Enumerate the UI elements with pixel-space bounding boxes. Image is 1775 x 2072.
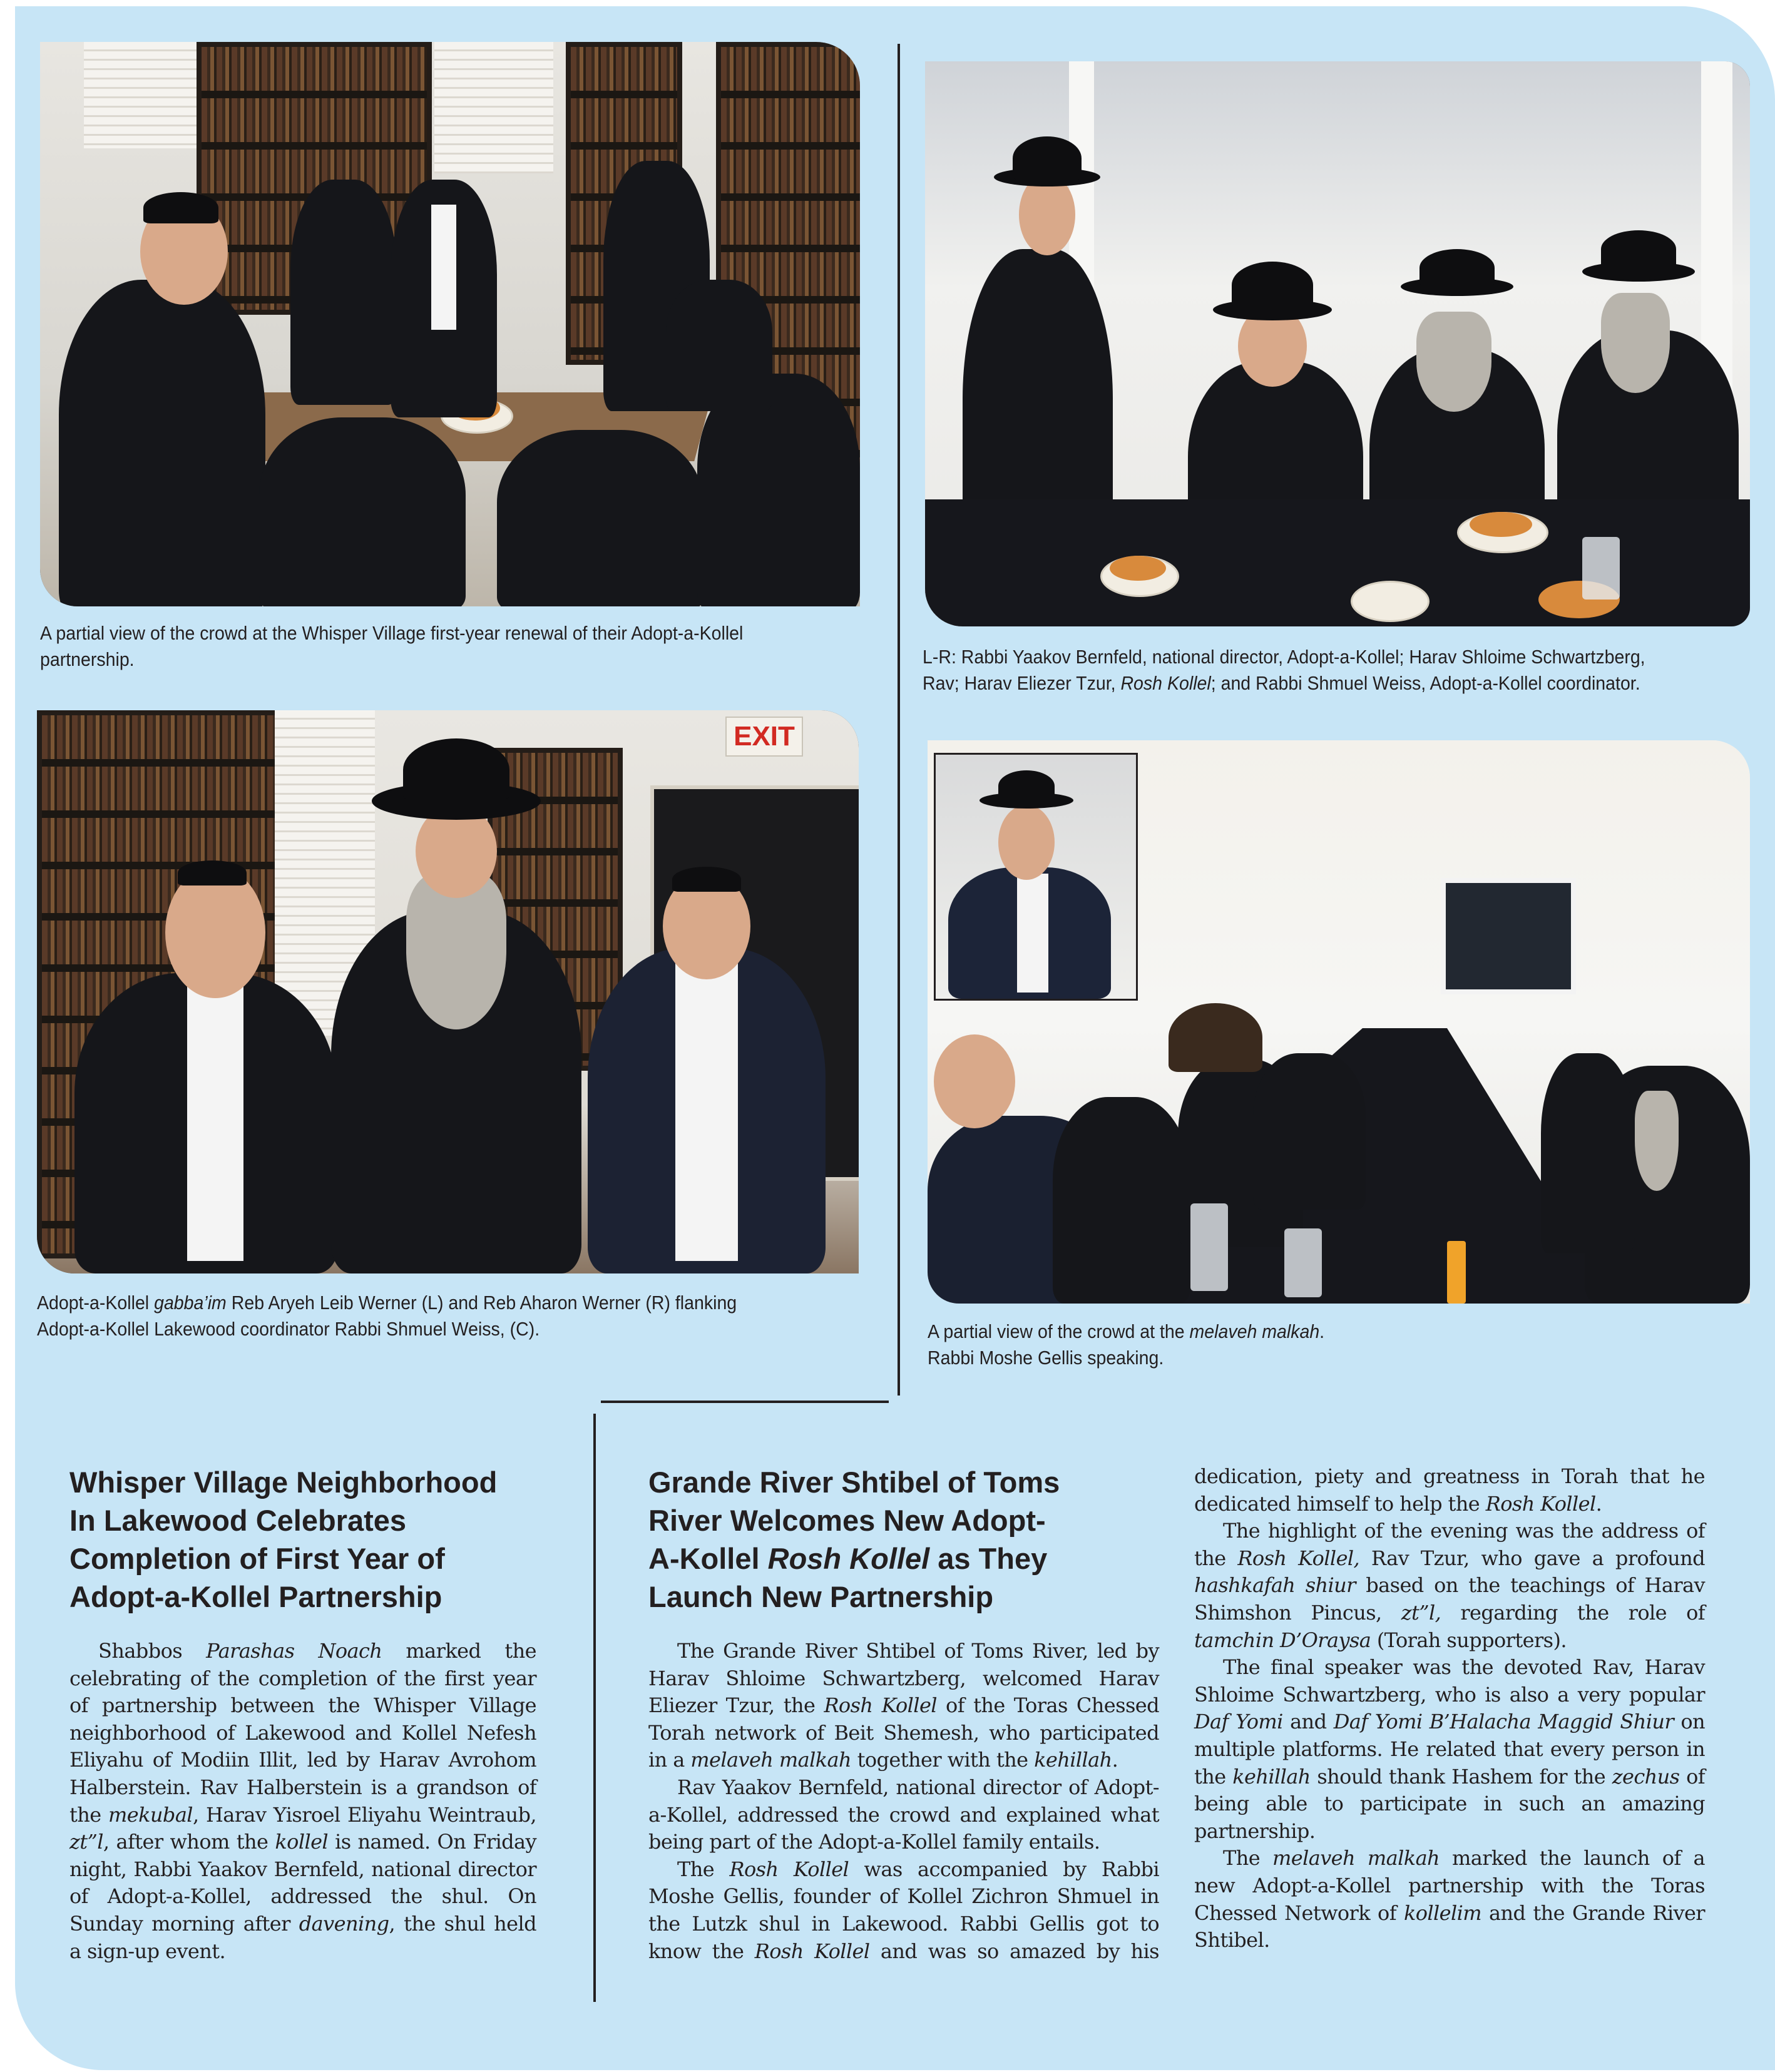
text-run: regarding the role of <box>1441 1600 1705 1625</box>
text-run: . <box>1112 1748 1118 1772</box>
italic-term: Rosh Kollel <box>754 1939 870 1963</box>
italic-term: zt”l <box>69 1830 103 1854</box>
food-item <box>1110 556 1166 581</box>
beard <box>1601 293 1670 393</box>
text-run: and was so amazed by his dedication, piety and greatness in Torah that he dedicated himself to help the <box>869 1464 1705 1963</box>
text-run: Rav Tzur, who gave a profound <box>1359 1546 1705 1570</box>
italic-term: davening <box>299 1911 389 1936</box>
person-silhouette <box>1253 1053 1366 1210</box>
text-run: Rav Yaakov Bernfeld, national director of Adopt-a-Kollel, addressed the crowd and explained what being part of the Adopt-a-Kollel family entails. <box>648 1775 1159 1854</box>
shirt <box>675 961 738 1261</box>
italic-term: Daf Yomi B’Halacha Maggid Shiur <box>1333 1710 1674 1734</box>
window-blinds <box>84 42 209 148</box>
text-run: together with the <box>851 1748 1035 1772</box>
person-silhouette <box>59 280 265 606</box>
italic-term: kehillah <box>1034 1748 1112 1772</box>
juice-bottle <box>1447 1241 1466 1304</box>
caption-photo-4: A partial view of the crowd at the melaveh malkah. Rabbi Moshe Gellis speaking. <box>928 1320 1325 1369</box>
person-silhouette <box>666 280 772 411</box>
text-run: should thank Hashem for the <box>1310 1764 1612 1789</box>
article-paragraph <box>648 1774 1159 1856</box>
photo-melaveh-malkah-table <box>928 740 1750 1304</box>
caption-photo-3: Adopt-a-Kollel gabba’im Reb Aryeh Leib Werner (L) and Reb Aharon Werner (R) flanking Adopt-a-Kollel Lakewood coordinator Rabbi Shmuel Weiss, (C). <box>37 1292 737 1340</box>
text-run: marked the launch of a new Adopt-a-Kollel partnership with the Toras Chessed Network of <box>1194 1846 1705 1925</box>
section-divider <box>601 1401 889 1403</box>
person-silhouette <box>1053 1097 1190 1304</box>
article-paragraph <box>69 1638 536 1965</box>
shirt <box>187 986 243 1261</box>
italic-term: mekubal <box>108 1802 193 1827</box>
text-run: . <box>1595 1491 1602 1516</box>
glass <box>1190 1203 1228 1291</box>
person-silhouette <box>290 180 397 405</box>
shirt <box>431 205 456 330</box>
article-1-body <box>69 1638 536 1965</box>
italic-term: kollel <box>275 1830 329 1854</box>
column-divider-top <box>898 44 900 1396</box>
italic-term: tamchin D’Oraysa <box>1194 1628 1371 1652</box>
italic-term: Rosh Kollel, <box>1237 1546 1360 1570</box>
text-run: Shabbos <box>98 1639 207 1663</box>
hat <box>1013 136 1082 180</box>
hat <box>1419 249 1495 287</box>
text-run: The <box>1223 1846 1272 1870</box>
hat <box>403 738 509 801</box>
caption-photo-1: A partial view of the crowd at the Whisper Village first-year renewal of their Adopt-a-Kollel partnership. <box>40 622 744 670</box>
article-2-body <box>648 1463 1705 2008</box>
article-1-headline: Whisper Village Neighborhood In Lakewood Celebrates Completion of First Year of Adopt-a-Kollel Partnership <box>69 1466 498 1613</box>
text-run: of the Toras Chessed Torah network of Beit Shemesh, who participated in a <box>648 1693 1159 1772</box>
text-run: The final speaker was the devoted Rav, Harav Shloime Schwartzberg, who is also a very popular <box>1194 1655 1705 1707</box>
italic-term: melaveh malkah <box>690 1748 852 1772</box>
person-silhouette <box>259 417 466 606</box>
italic-term: Rosh Kollel <box>1485 1491 1596 1516</box>
beard <box>1416 312 1491 412</box>
text-run: , after whom the <box>103 1830 275 1854</box>
window-blinds <box>434 42 553 173</box>
speaker-head <box>998 805 1055 880</box>
text-run: and <box>1282 1710 1334 1734</box>
article-paragraph <box>1194 1845 1705 1954</box>
caption-photo-2: L-R: Rabbi Yaakov Bernfeld, national director, Adopt-a-Kollel; Harav Shloime Schwartzberg, Rav; Harav Eliezer Tzur, Rosh Kollel; and Rabbi Shmuel Weiss, Adopt-a-Kollel coordinator. <box>923 646 1645 694</box>
article-2-headline: Grande River Shtibel of Toms River Welcomes New Adopt- A-Kollel Rosh Kollel as They Launch New Partnership <box>648 1466 1060 1613</box>
shirt <box>1017 874 1048 993</box>
italic-term: zt”l, <box>1401 1600 1441 1625</box>
text-run: The Grande River Shtibel of Toms River, led by Harav Shloime Schwartzberg, welcomed Harav Eliezer Tzur, the <box>648 1639 1159 1718</box>
text-run: , Harav Yisroel Eliyahu Weintraub, <box>192 1802 536 1827</box>
hat <box>1232 262 1313 309</box>
italic-term: melaveh malkah <box>1272 1846 1440 1870</box>
person-left-head <box>165 867 265 998</box>
text-run: (Torah supporters). <box>1371 1628 1567 1652</box>
italic-term: hashkafah shiur <box>1194 1573 1356 1598</box>
italic-term: zechus <box>1612 1764 1680 1789</box>
photo-head-table-speaker <box>925 61 1750 626</box>
exit-sign: EXIT <box>725 717 803 757</box>
italic-term: kehillah <box>1232 1764 1311 1789</box>
text-run: of being able to participate in such an amazing partnership. <box>1194 1764 1705 1843</box>
kippah <box>143 192 218 223</box>
inset-photo-speaker <box>934 753 1138 1001</box>
kippah <box>672 867 741 892</box>
column-divider-bottom <box>593 1414 596 2002</box>
text-run: , the shul held a sign-up event. <box>69 1911 536 1963</box>
photo-three-men-posing <box>37 710 859 1273</box>
text-run: and the Grande River Shtibel. <box>1194 1901 1705 1952</box>
shtreimel <box>1169 1003 1262 1072</box>
italic-term: Rosh Kollel <box>824 1693 937 1718</box>
glass <box>1582 537 1620 600</box>
food-plate <box>1351 581 1430 622</box>
italic-term: kollelim <box>1403 1901 1482 1925</box>
text-run: on multiple platforms. He related that every person in the <box>1194 1710 1706 1789</box>
person-head <box>934 1034 1015 1128</box>
text-run: was accompanied by Rabbi Moshe Gellis, founder of Kollel Zichron Shmuel in the Lutzk shul in Lakewood. Rabbi Gellis got to know the <box>648 1857 1159 1963</box>
italic-term: Rosh Kollel <box>729 1857 849 1881</box>
photo-library-crowd <box>40 42 860 606</box>
headline-spacer <box>648 1463 1159 1638</box>
head-table <box>925 499 1750 626</box>
person-silhouette <box>1541 1053 1635 1253</box>
text-run: is named. On Friday night, Rabbi Yaakov Bernfeld, national director of Adopt-a-Kollel, addressed the shul. On Sunday morning after <box>69 1830 536 1936</box>
text-run: marked the celebrating of the completion of the first year of partnership between the Whisper Village neighborhood of Lakewood and Kollel Nefesh Eliyahu of Modiin Illit, led by Harav Avrohom Halberstein. Rav Halberstein is a grandson of the <box>69 1639 536 1827</box>
article-paragraph <box>648 1638 1159 1774</box>
glass <box>1284 1228 1322 1297</box>
person-silhouette <box>497 430 703 606</box>
italic-term: Parashas Noach <box>206 1639 382 1663</box>
text-run: The highlight of the evening was the address of the <box>1194 1519 1705 1570</box>
beard <box>1635 1091 1679 1191</box>
hat <box>1601 230 1676 268</box>
text-run: The <box>677 1857 730 1881</box>
food-item <box>1470 512 1532 537</box>
article-paragraph <box>1194 1518 1705 1654</box>
kippah <box>178 860 247 885</box>
text-run: based on the teachings of Harav Shimshon Pincus, <box>1194 1573 1705 1625</box>
window <box>1441 878 1576 994</box>
hat <box>998 770 1055 802</box>
article-paragraph <box>1194 1654 1705 1845</box>
italic-term: Daf Yomi <box>1194 1710 1283 1734</box>
